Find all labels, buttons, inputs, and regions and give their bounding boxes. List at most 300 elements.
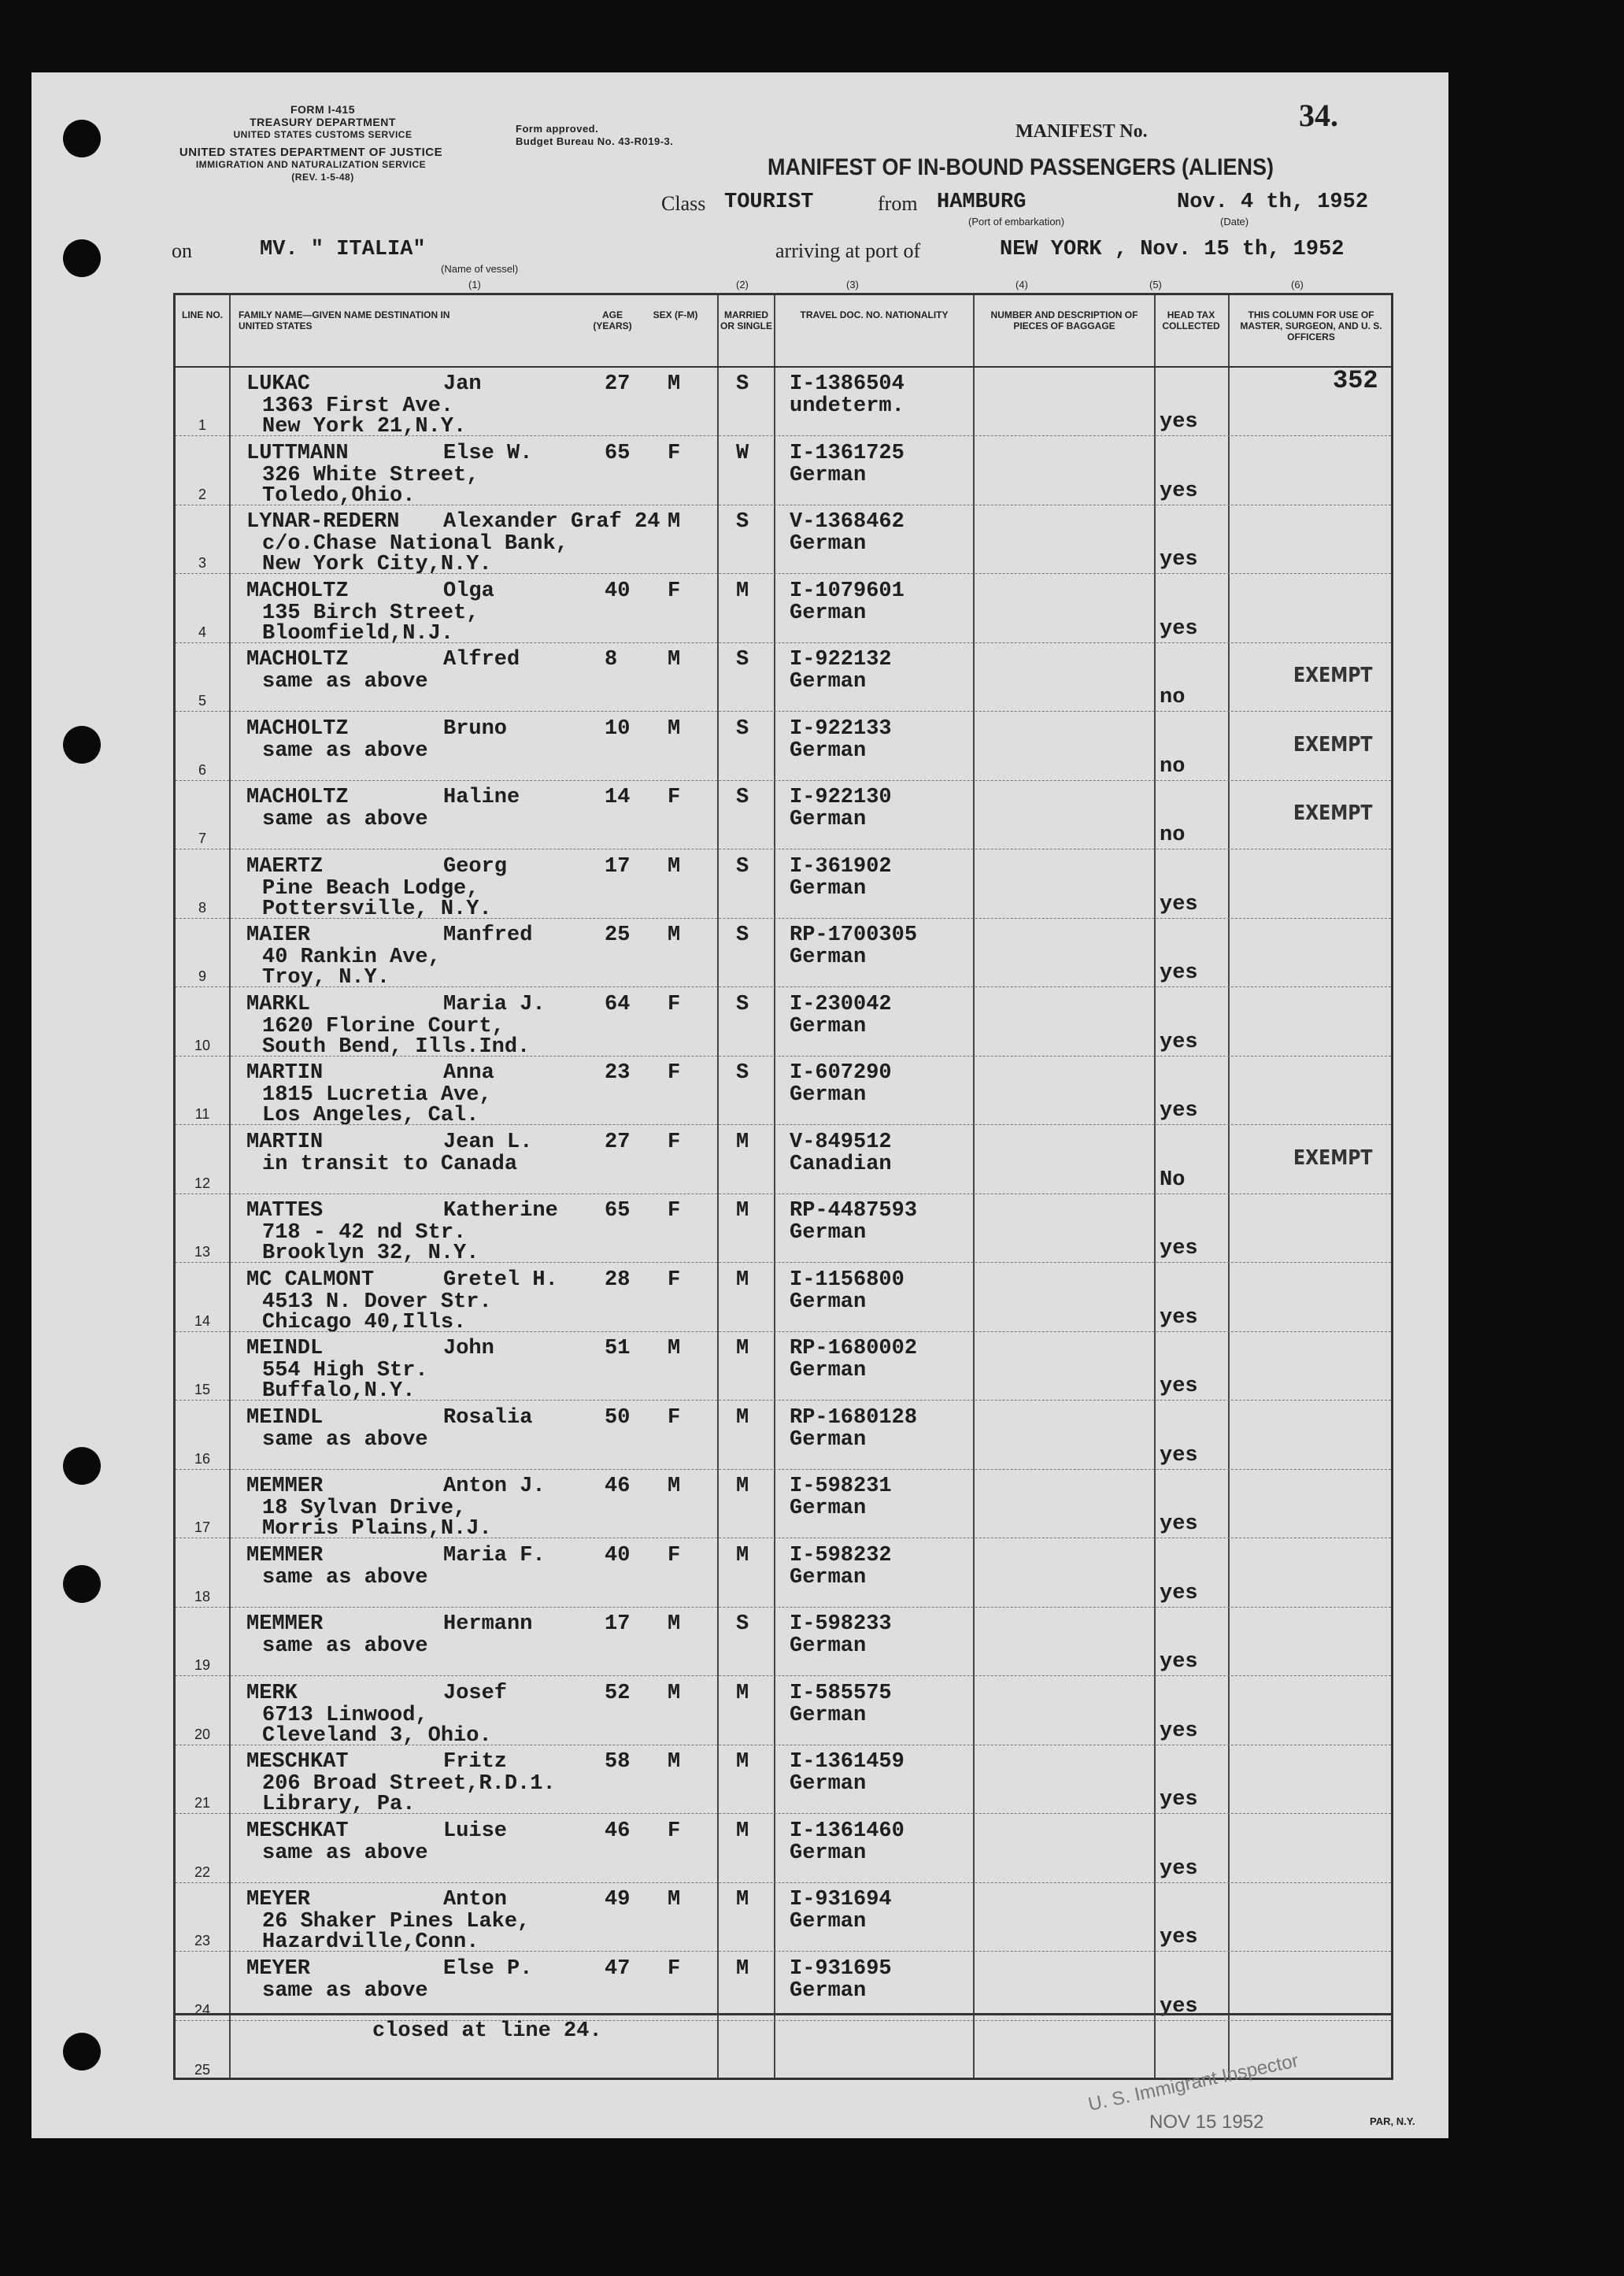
family-name: MACHOLTZ [246,579,349,603]
destination-line: 6713 Linwood, [262,1703,428,1727]
destination-line: same as above [262,808,428,831]
destination-line: Bloomfield,N.J. [262,621,454,646]
manifest-number: 34. [1299,98,1338,133]
nationality: German [790,1290,867,1314]
destination-line: c/o.Chase National Bank, [262,532,568,556]
given-name: Maria F. [443,1543,546,1567]
sex: M [668,1681,681,1705]
age: 10 [605,716,631,741]
manifest-title: MANIFEST OF IN-BOUND PASSENGERS (ALIENS) [768,154,1274,180]
given-name: Georg [443,854,508,879]
destination-line: Buffalo,N.Y. [262,1379,416,1403]
marital-status: S [736,648,749,672]
marital-status: M [736,1199,749,1223]
table-row [176,1401,1391,1471]
destination-line: 4513 N. Dover Str. [262,1290,492,1314]
sex: M [668,1750,681,1774]
travel-doc-no: RP-1680002 [790,1337,918,1360]
sex: F [668,1268,681,1292]
travel-doc-no: I-585575 [790,1681,892,1705]
sex: M [668,372,681,396]
family-name: MEYER [246,1888,311,1911]
line-number: 17 [194,1519,211,1535]
family-name: MEMMER [246,1475,324,1498]
destination-line: 18 Sylvan Drive, [262,1497,467,1520]
table-row [176,505,1391,575]
family-name: MATTES [246,1199,324,1223]
col-num-2: (2) [736,279,749,291]
destination-line: 326 White Street, [262,463,479,487]
line-number: 20 [194,1726,211,1742]
head-tax: yes [1160,548,1198,572]
table-row [176,781,1391,850]
passenger-table [173,293,1393,2080]
destination-line: 718 - 42 nd Str. [262,1221,467,1245]
travel-doc-no: RP-1680128 [790,1405,918,1430]
age: 40 [605,1543,631,1567]
marital-status: M [736,1337,749,1360]
destination-line: 206 Broad Street,R.D.1. [262,1772,556,1796]
family-name: MARTIN [246,1061,324,1085]
line-number: 21 [194,1795,211,1811]
travel-doc-no: I-230042 [790,992,892,1016]
vessel-name: MV. " ITALIA" [260,238,426,261]
sex: F [668,1199,681,1223]
age: 50 [605,1405,631,1430]
form-approved: Form approved. [516,123,599,135]
table-row [176,1745,1391,1815]
travel-doc-no: I-922133 [790,716,892,741]
given-name: Else P. [443,1956,533,1981]
head-tax: yes [1160,1512,1198,1536]
age: 14 [605,786,631,809]
line-number: 4 [198,624,206,640]
line-number: 23 [194,1933,211,1948]
given-name: Josef [443,1681,508,1705]
marital-status: S [736,510,749,534]
line-number: 6 [198,761,206,778]
vessel-caption: (Name of vessel) [441,263,519,275]
col-married: MARRIED OR SINGLE [720,309,772,331]
line-number: 1 [198,417,206,433]
marital-status: M [736,1750,749,1774]
exempt-stamp: EXEMPT [1293,664,1373,687]
age: 46 [605,1475,631,1498]
travel-doc-no: I-922130 [790,786,892,809]
line-number: 15 [194,1382,211,1397]
given-name: Alfred [443,648,520,672]
table-row [176,368,1391,437]
destination-line: Brooklyn 32, N.Y. [262,1242,479,1265]
table-row [176,1883,1391,1952]
head-tax: yes [1160,1856,1198,1881]
line-number: 19 [194,1657,211,1673]
destination-line: Los Angeles, Cal. [262,1104,479,1127]
destination-line: same as above [262,1841,428,1865]
sex: F [668,441,681,465]
destination-line: Toledo,Ohio. [262,483,416,508]
sex: M [668,854,681,879]
marital-status: S [736,923,749,947]
age: 23 [605,1061,631,1085]
marital-status: S [736,372,749,396]
line-number: 24 [194,2001,211,2018]
destination-line: same as above [262,1978,428,2003]
table-row [176,712,1391,782]
family-name: MACHOLTZ [246,786,349,809]
nationality: undeterm. [790,394,904,418]
given-name: Alexander Graf 24 [443,510,660,534]
given-name: Else W. [443,441,533,465]
line-number: 12 [194,1175,211,1191]
destination-line: 1363 First Ave. [262,394,454,418]
age: 28 [605,1268,631,1292]
head-tax: yes [1160,479,1198,503]
row-divider [176,2020,1391,2021]
family-name: MEMMER [246,1543,324,1567]
head-tax: yes [1160,1994,1198,2019]
marital-status: S [736,1612,749,1636]
line-number: 7 [198,831,206,846]
col-age: AGE (YEARS) [593,309,632,331]
given-name: Hermann [443,1612,533,1636]
marital-status: M [736,1475,749,1498]
nationality: German [790,1565,867,1589]
class-label: Class [661,192,706,215]
nationality: German [790,876,867,901]
table-row [176,1952,1391,2022]
table-row [176,1677,1391,1746]
given-name: Bruno [443,716,508,741]
family-name: MERK [246,1681,298,1705]
destination-line: same as above [262,1565,428,1589]
given-name: Anton [443,1888,508,1911]
age: 27 [605,372,631,396]
age: 65 [605,1199,631,1223]
age: 58 [605,1750,631,1774]
arriving-label: arriving at port of [775,239,921,262]
nationality: German [790,1083,867,1107]
nationality: German [790,1427,867,1452]
col-line-no: LINE NO. [181,309,223,320]
head-tax: yes [1160,892,1198,916]
nationality: German [790,1634,867,1658]
service: UNITED STATES CUSTOMS SERVICE [233,129,412,140]
justice-dept: UNITED STATES DEPARTMENT OF JUSTICE [179,146,443,159]
destination-line: Troy, N.Y. [262,966,390,990]
line-number: 13 [194,1244,211,1260]
family-name: MC CALMONT [246,1268,375,1292]
from-label: from [878,192,918,215]
col-baggage: NUMBER AND DESCRIPTION OF PIECES OF BAGGAGE [990,309,1138,331]
travel-doc-no: I-598232 [790,1543,892,1567]
destination-line: in transit to Canada [262,1152,518,1176]
head-tax: yes [1160,1305,1198,1330]
nationality: German [790,532,867,556]
given-name: Jean L. [443,1130,533,1154]
marital-status: S [736,716,749,741]
age: 47 [605,1956,631,1981]
departure-date: Nov. 4 th, 1952 [1177,191,1369,214]
col-head-tax: HEAD TAX COLLECTED [1162,309,1220,331]
destination-line: 40 Rankin Ave, [262,946,441,969]
head-tax: yes [1160,1788,1198,1812]
department: TREASURY DEPARTMENT [250,116,396,128]
age: 25 [605,923,631,947]
sex: M [668,1337,681,1360]
head-tax: yes [1160,961,1198,985]
family-name: MESCHKAT [246,1819,349,1843]
line-number: 22 [194,1863,211,1880]
family-name: MEYER [246,1956,311,1981]
col-num-6: (6) [1291,279,1304,291]
head-tax: yes [1160,1030,1198,1054]
travel-doc-no: V-1368462 [790,510,904,534]
table-row [176,1470,1391,1539]
family-name: MAERTZ [246,854,324,879]
sex: F [668,1956,681,1981]
manifest-page [31,72,1448,2138]
table-row [176,1332,1391,1401]
head-tax: yes [1160,410,1198,434]
punch-hole [63,726,101,764]
given-name: Maria J. [443,992,546,1016]
travel-doc-no: I-361902 [790,854,892,879]
marital-status: S [736,786,749,809]
col-num-3: (3) [846,279,859,291]
destination-line: same as above [262,1427,428,1452]
family-name: MEINDL [246,1405,324,1430]
sex: M [668,1475,681,1498]
marital-status: M [736,1405,749,1430]
age: 17 [605,1612,631,1636]
travel-doc-no: I-598233 [790,1612,892,1636]
nationality: German [790,1910,867,1934]
head-tax: yes [1160,616,1198,641]
arrival-port-date: NEW YORK , Nov. 15 th, 1952 [1000,238,1345,261]
head-tax: No [1160,1168,1186,1192]
exempt-stamp: EXEMPT [1293,732,1373,757]
nationality: German [790,738,867,763]
travel-doc-no: I-607290 [790,1061,892,1085]
age: 27 [605,1130,631,1154]
head-tax: no [1160,823,1186,847]
nationality: German [790,946,867,969]
travel-doc-no: V-849512 [790,1130,892,1154]
table-row [176,1264,1391,1333]
marital-status: M [736,1268,749,1292]
nationality: German [790,1221,867,1245]
marital-status: S [736,992,749,1016]
travel-doc-no: RP-1700305 [790,923,918,947]
destination-line: same as above [262,670,428,694]
head-tax: yes [1160,1443,1198,1467]
sex: M [668,1888,681,1911]
nationality: German [790,670,867,694]
punch-hole [63,1447,101,1485]
given-name: Luise [443,1819,508,1843]
line-number: 5 [198,693,206,709]
date-caption: (Date) [1220,216,1249,228]
sex: F [668,1061,681,1085]
exempt-stamp: EXEMPT [1293,801,1373,825]
table-row [176,919,1391,988]
nationality: German [790,808,867,831]
line-number: 10 [194,1037,211,1053]
destination-line: Cleveland 3, Ohio. [262,1723,492,1748]
sex: F [668,992,681,1016]
family-name: MARTIN [246,1130,324,1154]
sex: M [668,923,681,947]
age: 17 [605,854,631,879]
head-tax: yes [1160,1719,1198,1743]
table-row [176,1539,1391,1608]
nationality: German [790,1772,867,1796]
table-row [176,988,1391,1057]
table-row [176,1057,1391,1126]
marital-status: M [736,1956,749,1981]
family-name: MACHOLTZ [246,648,349,672]
marital-status: M [736,579,749,603]
age: 64 [605,992,631,1016]
form-number: FORM I-415 [290,103,355,116]
col-sex: SEX (F-M) [653,309,698,320]
travel-doc-no: I-1156800 [790,1268,904,1292]
date-stamp: NOV 15 1952 [1149,2111,1264,2133]
travel-doc-no: I-1079601 [790,579,904,603]
manifest-no-label: MANIFEST No. [1015,121,1148,142]
on-label: on [172,239,192,262]
destination-line: 26 Shaker Pines Lake, [262,1910,531,1934]
exempt-stamp: EXEMPT [1293,1145,1373,1170]
line-number: 9 [198,968,206,984]
line-number: 2 [198,486,206,502]
marital-status: W [736,441,749,465]
head-tax: yes [1160,1581,1198,1605]
head-tax: yes [1160,1099,1198,1123]
line-number: 11 [194,1106,210,1122]
head-tax: yes [1160,1237,1198,1260]
marital-status: M [736,1819,749,1843]
travel-doc-no: I-598231 [790,1475,892,1498]
nationality: German [790,1359,867,1382]
line-number: 8 [198,899,206,916]
head-tax: no [1160,686,1186,709]
age: 65 [605,441,631,465]
inspector-stamp: U. S. Immigrant Inspector [1086,2050,1300,2116]
travel-doc-no: I-931694 [790,1888,892,1911]
destination-line: Morris Plains,N.J. [262,1517,492,1541]
nationality: Canadian [790,1152,892,1176]
marital-status: S [736,1061,749,1085]
sex: M [668,716,681,741]
nationality: German [790,463,867,487]
table-row [176,643,1391,712]
col-num-5: (5) [1149,279,1162,291]
sex: M [668,1612,681,1636]
family-name: MESCHKAT [246,1750,349,1774]
family-name: MAIER [246,923,311,947]
travel-doc-no: I-1386504 [790,372,904,396]
punch-hole [63,1565,101,1603]
head-tax: yes [1160,1375,1198,1398]
col-travel-doc: TRAVEL DOC. NO. NATIONALITY [800,309,949,320]
destination-line: Library, Pa. [262,1793,416,1816]
given-name: Fritz [443,1750,508,1774]
col-officers: THIS COLUMN FOR USE OF MASTER, SURGEON, AND U. S. OFFICERS [1240,309,1382,342]
destination-line: same as above [262,1634,428,1658]
revision: (REV. 1-5-48) [291,172,354,183]
head-tax: no [1160,754,1186,779]
sex: F [668,786,681,809]
sex: M [668,510,681,534]
given-name: Olga [443,579,494,603]
age: 46 [605,1819,631,1843]
punch-hole [63,120,101,157]
destination-line: New York City,N.Y. [262,553,492,576]
table-row [176,575,1391,644]
travel-doc-no: I-1361725 [790,441,904,465]
marital-status: M [736,1543,749,1567]
col-num-4: (4) [1015,279,1028,291]
age: 40 [605,579,631,603]
budget-bureau: Budget Bureau No. 43-R019-3. [516,135,674,147]
marital-status: M [736,1130,749,1154]
destination-line: 1620 Florine Court, [262,1014,505,1038]
destination-line: 135 Birch Street, [262,601,479,625]
table-row [176,1815,1391,1884]
travel-doc-no: I-1361460 [790,1819,904,1843]
table-row [176,437,1391,506]
port-of-embarkation: HAMBURG [937,191,1027,214]
travel-doc-no: I-1361459 [790,1750,904,1774]
col-num-1: (1) [468,279,481,291]
destination-line: Pine Beach Lodge, [262,876,479,901]
punch-hole [63,239,101,277]
travel-doc-no: RP-4487593 [790,1199,918,1223]
travel-doc-no: I-922132 [790,648,892,672]
given-name: John [443,1337,494,1360]
sex: F [668,1405,681,1430]
nationality: German [790,601,867,625]
family-name: MEMMER [246,1612,324,1636]
line-number: 18 [194,1588,211,1604]
head-tax: yes [1160,1926,1198,1949]
travel-doc-no: I-931695 [790,1956,892,1981]
table-row [176,1194,1391,1264]
given-name: Jan [443,372,482,396]
given-name: Manfred [443,923,533,947]
age: 51 [605,1337,631,1360]
nationality: German [790,1703,867,1727]
line-number: 25 [194,2062,211,2078]
printer-mark: PAR, N.Y. [1370,2115,1415,2127]
destination-line: Hazardville,Conn. [262,1930,479,1954]
class-value: TOURIST [724,191,814,214]
nationality: German [790,1014,867,1038]
sex: M [668,648,681,672]
given-name: Rosalia [443,1405,533,1430]
table-row [176,1608,1391,1677]
age: 49 [605,1888,631,1911]
line-number: 3 [198,555,206,571]
given-name: Anna [443,1061,494,1085]
age: 8 [605,648,618,672]
given-name: Katherine [443,1199,558,1223]
nationality: German [790,1841,867,1865]
given-name: Anton J. [443,1475,546,1498]
given-name: Gretel H. [443,1268,558,1292]
